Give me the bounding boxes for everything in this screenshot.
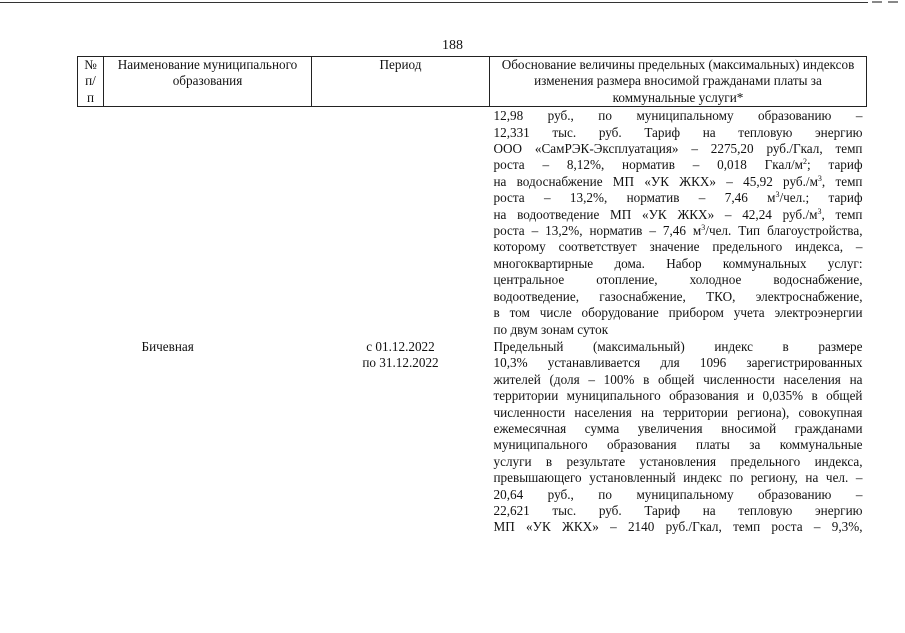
- text-segment: /чел.; тариф: [779, 190, 863, 206]
- cell-num: [78, 338, 104, 536]
- scan-mark: [872, 1, 882, 3]
- index-table: [77, 56, 867, 536]
- header-num: № п/п: [78, 57, 104, 107]
- text-segment: ; тариф: [807, 157, 863, 173]
- superscript: 3: [817, 206, 822, 216]
- text-line: Предельный (максимальный) индекс в размере: [493, 338, 863, 354]
- superscript: 3: [775, 190, 780, 200]
- text-line: [494, 207, 863, 223]
- text-segment: на водоотведение МП «УК ЖКХ» – 42,24 руб./м: [493, 206, 818, 222]
- superscript: 3: [701, 223, 706, 233]
- text-line: в том числе оборудование прибором учета электроэнергии: [493, 305, 863, 321]
- text-line: 10,3% устанавливается для 1096 зарегистрированных: [493, 355, 863, 371]
- cell-name: [104, 338, 312, 536]
- text-line: муниципального образования платы за коммунальные: [493, 437, 863, 453]
- text-segment: роста – 8,12%, норматив – 0,018 Гкал/м: [493, 157, 804, 173]
- text-segment: , темп: [821, 173, 863, 189]
- cell-period: [312, 107, 490, 338]
- text-line: 12,331 тыс. руб. Тариф на тепловую энергию: [493, 124, 863, 140]
- text-line: услуги в результате установления предельного индекса,: [493, 453, 863, 469]
- scan-mark: [888, 1, 898, 3]
- table-row: [78, 107, 867, 338]
- period-from: с 01.12.2022: [366, 338, 435, 354]
- top-rule: [0, 2, 868, 3]
- header-name: Наименование муниципального образования: [104, 57, 312, 107]
- text-line: [494, 174, 863, 190]
- page-number: 188: [442, 38, 463, 53]
- cell-period: [312, 338, 490, 536]
- header-period: Период: [312, 57, 490, 107]
- table-header-row: [78, 57, 867, 107]
- text-segment: , темп: [821, 206, 863, 222]
- text-line: ООО «СамРЭК-Эксплуатация» – 2275,20 руб./Гкал, темп: [493, 141, 863, 157]
- text-line: центральное отопление, холодное водоснабжение,: [493, 272, 863, 288]
- text-line: МП «УК ЖКХ» – 2140 руб./Гкал, темп роста – 9,3%,: [493, 519, 863, 535]
- text-line: многоквартирные дома. Набор коммунальных услуг:: [493, 255, 863, 271]
- text-line: численности населения на территории региона), совокупная: [493, 404, 863, 420]
- text-segment: /чел. Тип благоустройства,: [705, 223, 863, 239]
- municipality-name: Бичевная: [141, 338, 194, 354]
- text-line: которому соответствует значение предельного индекса, –: [493, 239, 863, 255]
- text-segment: роста – 13,2%, норматив – 7,46 м: [493, 190, 776, 206]
- superscript: 2: [803, 157, 808, 167]
- text-line: [494, 190, 863, 206]
- cell-name: [104, 107, 312, 338]
- cell-num: [78, 107, 104, 338]
- text-line: 22,621 тыс. руб. Тариф на тепловую энергию: [493, 502, 863, 518]
- cell-basis: [490, 107, 867, 338]
- text-segment: роста – 13,2%, норматив – 7,46 м: [493, 223, 702, 239]
- text-line: водоотведение, газоснабжение, ТКО, электроснабжение,: [493, 288, 863, 304]
- text-segment: на водоснабжение МП «УК ЖКХ» – 45,92 руб./м: [493, 173, 818, 189]
- text-line: ежемесячная сумма увеличения вносимой гражданами: [493, 420, 863, 436]
- text-line: жителей (доля – 100% в общей численности населения на: [493, 371, 863, 387]
- cell-basis: [490, 338, 867, 536]
- text-line: [494, 157, 863, 173]
- text-line: [494, 223, 863, 239]
- text-line: превышающего установленный индекс по региону, на чел. –: [493, 470, 863, 486]
- text-line: территории муниципального образования и 0,035% в общей: [493, 388, 863, 404]
- header-basis: Обоснование величины предельных (максимальных) индексов изменения размера вносимой гражданами платы за коммунальные услуги*: [490, 57, 867, 107]
- text-line: 20,64 руб., по муниципальному образованию –: [493, 486, 863, 502]
- superscript: 3: [817, 173, 822, 183]
- table-row: [78, 338, 867, 536]
- period-to: по 31.12.2022: [362, 355, 439, 371]
- text-line: по двум зонам суток: [493, 321, 609, 337]
- text-line: 12,98 руб., по муниципальному образованию –: [493, 108, 863, 124]
